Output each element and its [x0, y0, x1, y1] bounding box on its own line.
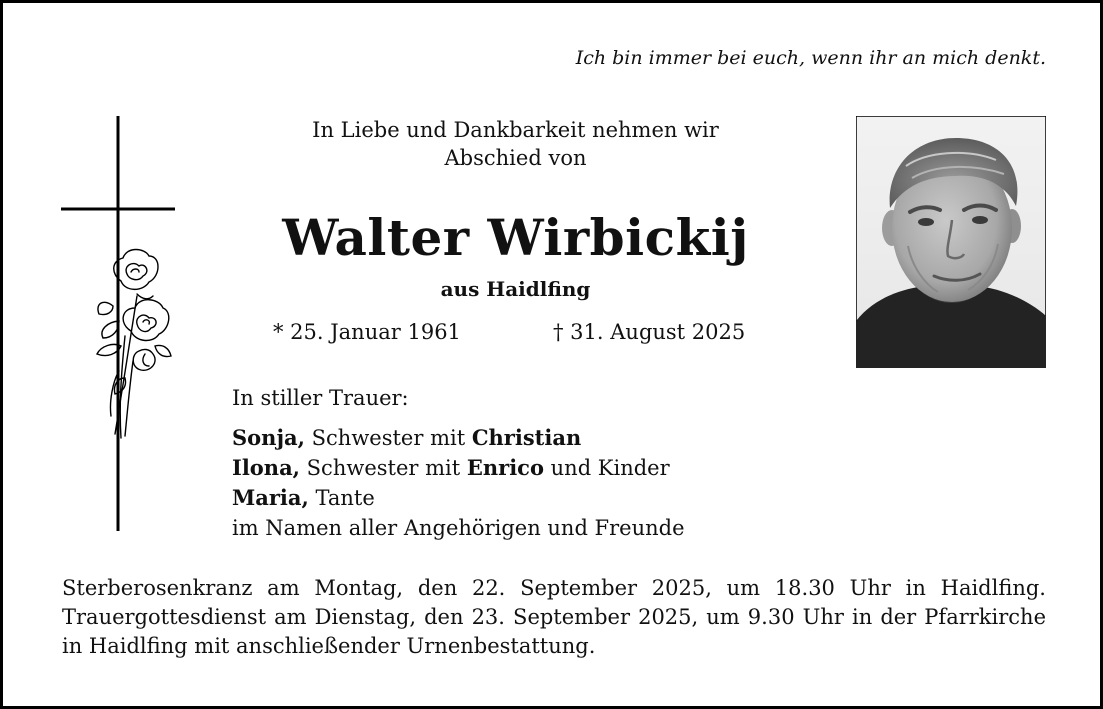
motto: Ich bin immer bei euch, wenn ihr an mich denkt. [575, 47, 1046, 69]
mourner-partner: Christian [471, 425, 582, 450]
intro-line-2: Abschied von [444, 146, 587, 170]
intro-line-1: In Liebe und Dankbarkeit nehmen wir [312, 118, 719, 142]
portrait-photo [856, 116, 1046, 368]
mourner-relation: Schwester mit [304, 426, 472, 450]
mourner-name: Ilona, [232, 455, 300, 480]
mourner-name: Maria, [232, 485, 309, 510]
cross-with-roses-icon [59, 116, 179, 531]
service-notice: Sterberosenkranz am Montag, den 22. September 2025, um 18.30 Uhr in Haidlfing. Trauergottesdienst am Dienstag, den 23. September 2025, um 9.30 Uhr in der Pfarrkirche in Haidlfing mit anschließender Urnenbestattung. [62, 576, 1046, 658]
birth-date: * 25. Januar 1961 [273, 320, 461, 344]
mourner-name: Sonja, [232, 425, 305, 450]
mourner-line [232, 483, 685, 513]
mourners-heading: In stiller Trauer: [232, 386, 409, 410]
mourner-line [232, 453, 685, 483]
mourner-line [232, 423, 685, 453]
mourner-relation: im Namen aller Angehörigen und Freunde [232, 516, 685, 540]
mourner-relation: Tante [308, 486, 375, 510]
mourner-line [232, 513, 685, 543]
mourners-list [232, 423, 685, 543]
deceased-name: Walter Wirbickij [282, 208, 749, 267]
death-date: † 31. August 2025 [553, 320, 746, 344]
mourner-extra: und Kinder [543, 456, 670, 480]
deceased-origin: aus Haidlfing [440, 277, 591, 301]
intro-text [243, 116, 788, 172]
mourner-relation: Schwester mit [300, 456, 467, 480]
mourner-partner: Enrico [466, 455, 544, 480]
